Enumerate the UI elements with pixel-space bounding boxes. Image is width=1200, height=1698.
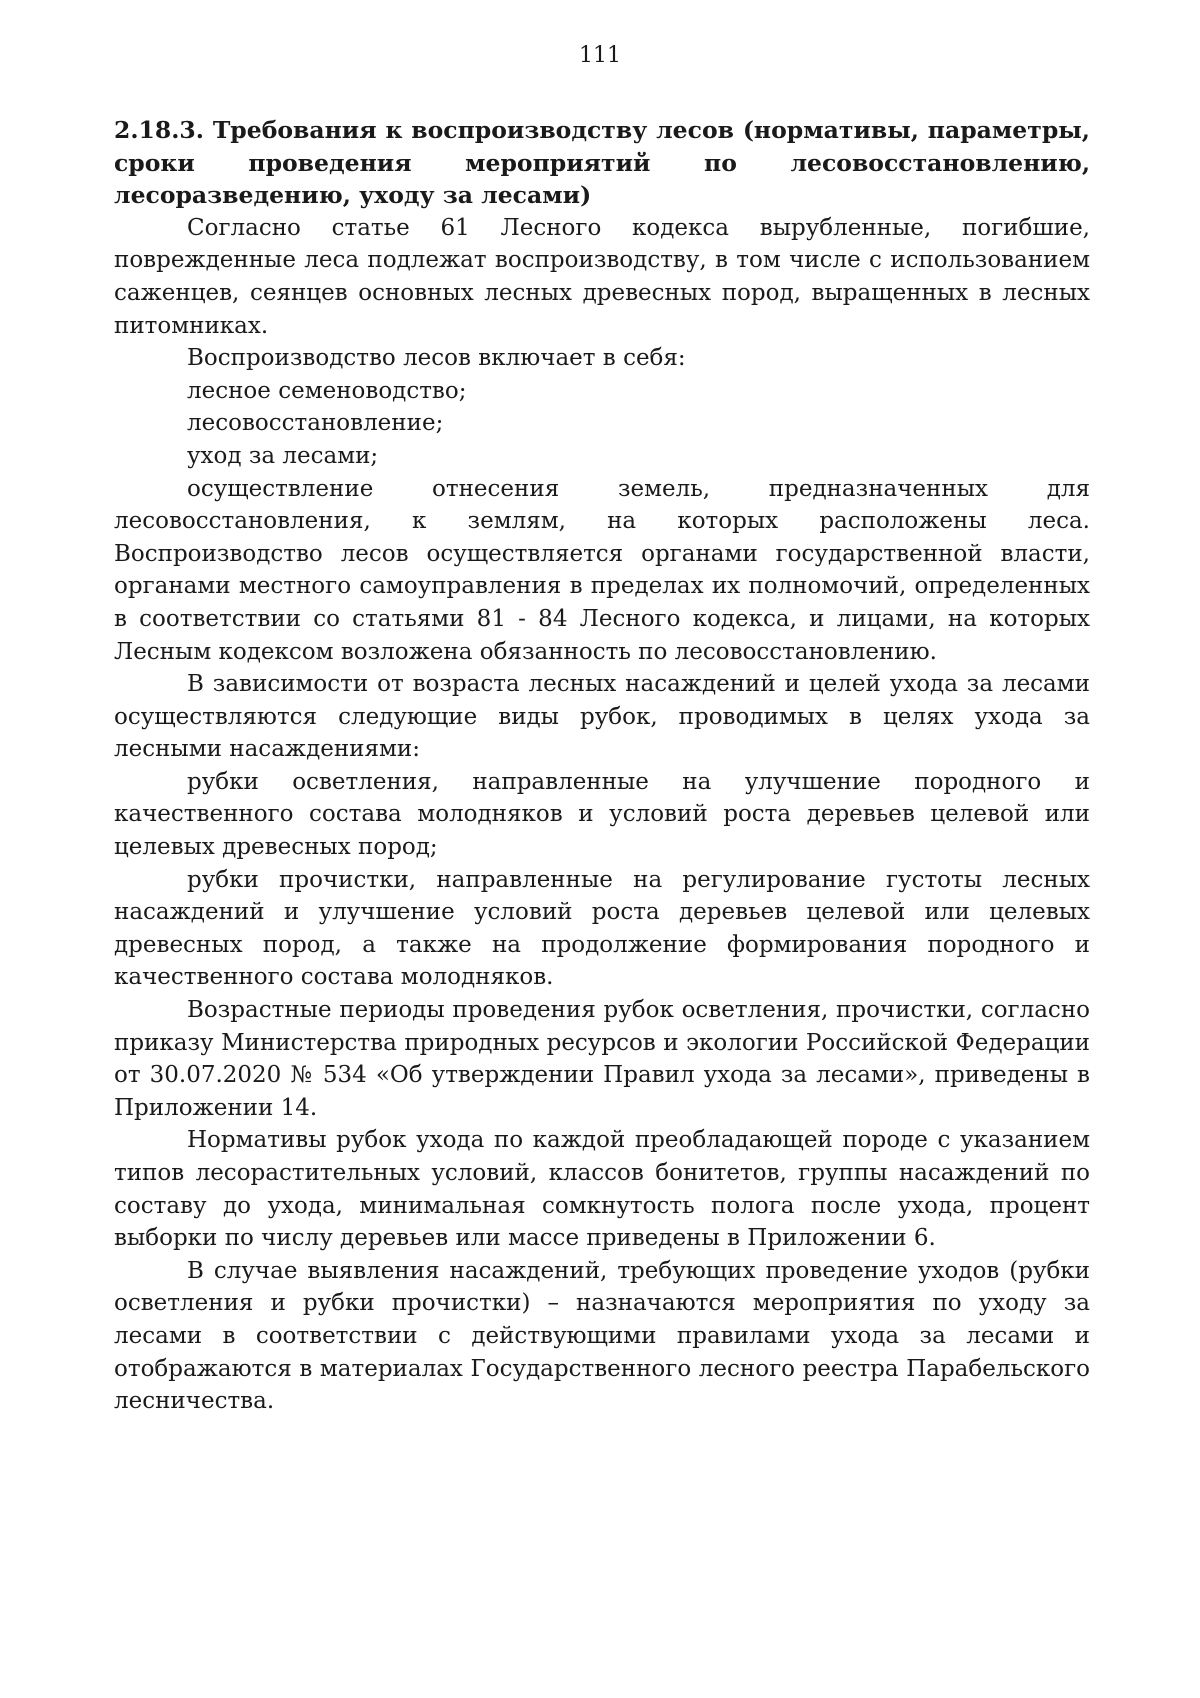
section-content xyxy=(114,114,1090,1418)
paragraph-reproduction-includes: Воспроизводство лесов включает в себя: xyxy=(187,345,686,372)
list-item: лесовосстановление; xyxy=(187,410,444,437)
paragraph-felling-norms: Нормативы рубок ухода по каждой преобладающей породе с указанием типов лесорастительных условий, классов бонитетов, группы насаждений по составу до ухода, минимальная сомкнутость полога после ухода, процент выборки по числу деревьев или массе приведены в Приложении 6. xyxy=(114,1127,1090,1252)
list-item: рубки прочистки, направленные на регулирование густоты лесных насаждений и улучшение условий роста деревьев целевой или целевых древесных пород, а также на продолжение формирования породного и качественного состава молодняков. xyxy=(114,866,1090,991)
section-heading: 2.18.3. Требования к воспроизводству лесов (нормативы, параметры, сроки проведения мероприятий по лесовосстановлению, лесоразведению, уходу за лесами) xyxy=(114,116,1090,210)
paragraph-care-measures: В случае выявления насаждений, требующих проведение уходов (рубки осветления и рубки прочистки) – назначаются мероприятия по уходу за лесами в соответствии с действующими правилами ухода за лесами и отображаются в материалах Государственного лесного реестра Парабельского лесничества. xyxy=(114,1257,1090,1415)
list-item: уход за лесами; xyxy=(187,442,379,469)
list-item: лесное семеноводство; xyxy=(187,377,467,404)
paragraph-felling-types: В зависимости от возраста лесных насаждений и целей ухода за лесами осуществляются следующие виды рубок, проводимых в целях ухода за лесными насаждениями: xyxy=(114,671,1090,763)
paragraph-age-periods: Возрастные периоды проведения рубок осветления, прочистки, согласно приказу Министерства природных ресурсов и экологии Российской Федерации от 30.07.2020 № 534 «Об утверждении Правил ухода за лесами», приведены в Приложении 14. xyxy=(114,997,1090,1121)
list-item: осуществление отнесения земель, предназначенных для лесовосстановления, к землям, на которых расположены леса. Воспроизводство лесов осуществляется органами государственной власти, органами местного самоуправления в пределах их полномочий, определенных в соответствии со статьями 81 - 84 Лесного кодекса, и лицами, на которых Лесным кодексом возложена обязанность по лесовосстановлению. xyxy=(114,475,1090,665)
paragraph-article-61: Согласно статье 61 Лесного кодекса вырубленные, погибшие, поврежденные леса подлежат воспроизводству, в том числе с использованием саженцев, сеянцев основных лесных древесных пород, выращенных в лесных питомниках. xyxy=(114,214,1090,339)
page-number: 111 xyxy=(579,43,621,68)
list-item: рубки осветления, направленные на улучшение породного и качественного состава молодняков и условий роста деревьев целевой или целевых древесных пород; xyxy=(114,768,1090,861)
